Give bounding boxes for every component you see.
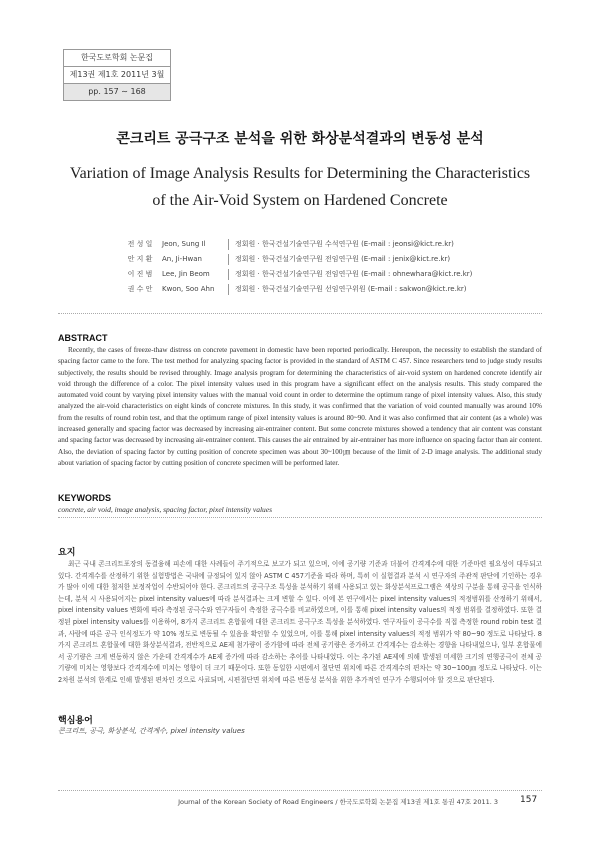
author-name-en: Lee, Jin Beom xyxy=(162,270,210,278)
abstract-heading: ABSTRACT xyxy=(58,333,108,343)
author-name-en: An, Ji-Hwan xyxy=(162,255,202,263)
footer-divider xyxy=(58,790,542,791)
author-separator xyxy=(228,269,229,280)
author-affiliation: 정회원 · 한국건설기술연구원 전임연구원 (E-mail : jenix@kict.re.kr) xyxy=(235,255,451,263)
author-separator xyxy=(228,239,229,250)
summary-body: 최근 국내 콘크리트포장의 동결융해 피손에 대한 사례들이 주기적으로 보고가 되고 있으며, 이에 공기량 기준과 더불어 간격계수에 대한 기준마련 필요성이 대두되고 있다. 간격계수를 산정하기 위한 실험방법은 국내에 규정되어 있지 않아 ASTM C 457기준을 따라 하며, 특히 이 실험결과 분석 시 연구자의 주관적 판단에 기인하는 경우가 많아 이에 대한 철저한 보정작업이 수반되어야 한다. 콘크리트의 공극구조 특성을 분석하기 위해 사용되고 있는 화상분석프로그램은 색상의 구분을 통해 공극을 인식하는데, 분석 시 사용되어지는 pixel intensity values에 따라 분석결과는 크게 변할 수 있다. 이에 본 연구에서는 pixel intensity values의 적정범위를 산정하기 위해서, pixel intensity values 변화에 따라 측정된 공극수와 연구자들이 측정한 공극수를 비교하였으며, 이를 통해 pixel intensity values의 적정 범위를 결정하였다. 또한 결정된 pixel intensity values를 이용하여, 8가지 콘크리트 혼합물에 대한 콘크리트 공극구조 특성을 분석하였다. 연구자들이 공극수를 직접 측정한 round robin test 결과, 사람에 따른 공극 인식정도가 약 10% 정도로 변동될 수 있음을 확인할 수 있었으며, 이를 통해 pixel intensity values의 적정 범위가 약 80~90 정도로 나타났다. 8가지 콘크리트 혼합물에 대한 화상분석결과, 전반적으로 AE제 첨가량이 증가함에 따라 전체 공기량은 증가하고 간격계수는 감소하는 경향을 나타내었으나, 일부 혼합물에서 공기량은 크게 변동하지 않은 가운데 간격계수가 AE제 증가에 따라 감소하는 추이를 나타내었다. 이는 추가된 AE제에 의해 발생된 미세한 크기의 연행공극이 전체 공기량에 미치는 영향보다 간격계수에 미치는 영향이 더 크기 때문이다. 또한 동일한 시편에서 절단면 위치에 따른 간격계수의 편차는 약 30~100㎛ 정도로 나타났다. 이는 2차원 분석의 한계로 인해 발생된 편차인 것으로 사료되며, 시편절단면 위치에 따른 변동성 분석을 위한 추가적인 연구가 수행되어야 할 것으로 판단된다. xyxy=(58,560,542,684)
section-divider xyxy=(58,313,542,314)
footer-citation: Journal of the Korean Society of Road Engineers / 한국도로학회 논문집 제13권 제1호 통권 47호 2011. 3 xyxy=(178,798,498,806)
author-name-en: Kwon, Soo Ahn xyxy=(162,285,215,293)
journal-name: 한국도로학회 논문집 xyxy=(63,49,171,67)
author-name-en: Jeon, Sung Il xyxy=(162,240,206,248)
author-affiliation: 정회원 · 한국건설기술연구원 전임연구원 (E-mail : ohnewhara@kict.re.kr) xyxy=(235,270,473,278)
korean-keywords-list: 콘크리트, 공극, 화상분석, 간격계수, pixel intensity values xyxy=(58,727,245,735)
journal-volume: 제13권 제1호 2011년 3월 xyxy=(63,66,171,84)
section-divider xyxy=(58,517,542,518)
author-separator xyxy=(228,284,229,295)
title-korean: 콘크리트 공극구조 분석을 위한 화상분석결과의 변동성 분석 xyxy=(116,131,484,147)
title-english-line1: Variation of Image Analysis Results for Determining the Characteristics xyxy=(69,165,531,182)
journal-pages: pp. 157 ∼ 168 xyxy=(63,83,171,101)
author-name-ko: 안 지 환 xyxy=(127,255,153,263)
author-affiliation: 정회원 · 한국건설기술연구원 선임연구위원 (E-mail : sakwon@kict.re.kr) xyxy=(235,285,467,293)
title-english-line2: of the Air-Void System on Hardened Concrete xyxy=(152,192,448,209)
keywords-heading: KEYWORDS xyxy=(58,493,112,503)
page-number: 157 xyxy=(520,795,538,805)
abstract-body: Recently, the cases of freeze-thaw distress on concrete pavement in domestic have been reported periodically. Hereupon, the necessity to establish the standard of spacing factor came to the fore. The test method for analyzing spacing factor is provided in the standard of ASTM C 457. Since researchers tend to judge study results subjectively, the results should be revised throughly. Image analysis program for determining the characteristics of air-void system on hardened concrete identify air void through the difference of a color. The pixel intensity values used in this program have a significant effect on the analysis results. This study compared the automated void count by varying pixel intensity values with the manual void count in order to determine the optimum range of pixel intensity values. Also, this study analyzed the air-void characteristics on eight kinds of concrete mixtures. In this study, it was confirmed that the variation of void counted manually was around 10% from the results of round robin test, and that the optimum range of pixel intensity values is around 80~90. And it was also confirmed that air content (as a whole) was increased generally and spacing factor was decreased by increasing air-entrainer content. But some concrete mixtures showed a tendency that air content was constant and spacing factor was decreased by increasing air-entrainer content. This causes the air entrained by air-entrainer has more influence on spacing factor than air content. Also, the deviation of spacing factor by cutting position of concrete specimen was about 30~100㎛ because of the limit of 2-D image analysis. The additional study about variation of spacing factor by cutting position of concrete specimen will be performed later. xyxy=(58,346,542,467)
author-affiliation: 정회원 · 한국건설기술연구원 수석연구원 (E-mail : jeonsi@kict.re.kr) xyxy=(235,240,454,248)
author-list xyxy=(120,237,500,297)
journal-info-box xyxy=(63,50,171,101)
author-name-ko: 전 성 일 xyxy=(127,240,153,248)
korean-keywords-heading: 핵심용어 xyxy=(58,716,93,726)
author-row xyxy=(120,252,500,267)
keywords-list: concrete, air void, image analysis, spacing factor, pixel intensity values xyxy=(58,505,273,514)
author-row xyxy=(120,282,500,297)
author-row xyxy=(120,267,500,282)
author-separator xyxy=(228,254,229,265)
summary-heading: 요지 xyxy=(58,548,76,558)
author-row xyxy=(120,237,500,252)
author-name-ko: 이 진 범 xyxy=(127,270,153,278)
author-name-ko: 권 수 안 xyxy=(127,285,153,293)
